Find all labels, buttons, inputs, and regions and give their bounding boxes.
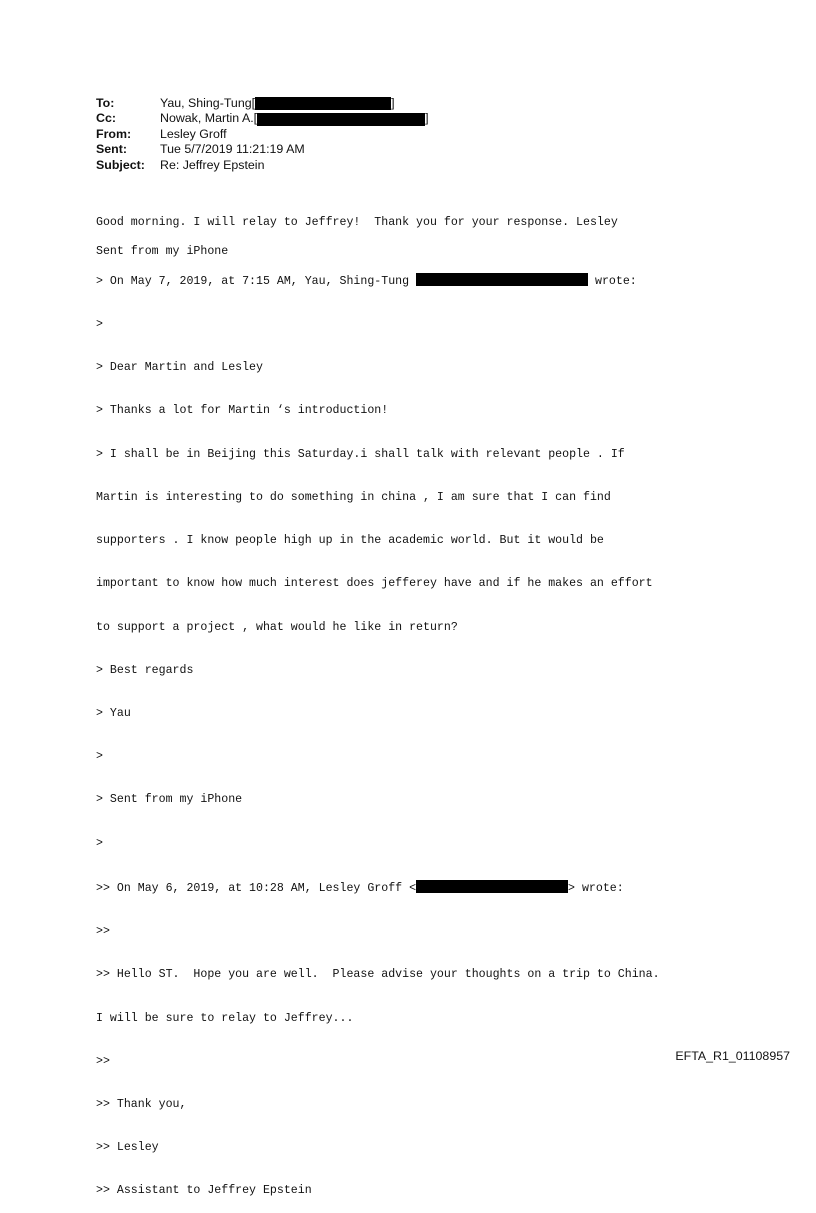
cc-name: Nowak, Martin A.[ bbox=[160, 111, 258, 126]
quote1-line: > Yau bbox=[96, 707, 131, 720]
quote1-line: Martin is interesting to do something in china , I am sure that I can find bbox=[96, 490, 611, 504]
subject-row bbox=[96, 158, 429, 173]
quote1-intro-after: wrote: bbox=[588, 274, 637, 288]
document-id: EFTA_R1_01108957 bbox=[675, 1049, 790, 1063]
quote2-line: >> Hello ST. Hope you are well. Please advise your thoughts on a trip to China. bbox=[96, 968, 660, 982]
to-bracket: ] bbox=[391, 96, 395, 110]
quote2-line: >> Assistant to Jeffrey Epstein bbox=[96, 1184, 312, 1198]
quoted-thread bbox=[96, 244, 660, 1213]
quote1-intro-before: > On May 7, 2019, at 7:15 AM, Yau, Shing-Tung bbox=[96, 274, 417, 288]
quote1-line: to support a project , what would he like in return? bbox=[96, 620, 458, 634]
quote1-intro bbox=[96, 273, 660, 289]
quote1-line: > bbox=[96, 750, 103, 764]
sent-value: Tue 5/7/2019 11:21:19 AM bbox=[160, 142, 305, 157]
quote1-line: > bbox=[96, 836, 103, 850]
cc-value bbox=[160, 111, 429, 126]
sent-row bbox=[96, 142, 429, 157]
email-header bbox=[96, 96, 429, 173]
from-label: From: bbox=[96, 126, 132, 141]
quote2-intro-before: >> On May 6, 2019, at 10:28 AM, Lesley Groff < bbox=[96, 881, 417, 895]
quote2-line: >> bbox=[96, 1054, 110, 1068]
to-name: Yau, Shing-Tung[ bbox=[160, 96, 256, 110]
to-redaction bbox=[255, 97, 391, 110]
quote2-redaction bbox=[416, 880, 568, 893]
to-label: To: bbox=[96, 96, 115, 110]
quote2-line: >> Lesley bbox=[96, 1141, 159, 1155]
from-value: Lesley Groff bbox=[160, 126, 227, 141]
quote2-line: >> Thank you, bbox=[96, 1097, 187, 1111]
quote1-line: > Dear Martin and Lesley bbox=[96, 361, 263, 375]
quote2-intro-after: > wrote: bbox=[568, 881, 624, 895]
subject-label: Subject: bbox=[96, 157, 145, 172]
quote2-line: I will be sure to relay to Jeffrey... bbox=[96, 1011, 354, 1025]
from-row bbox=[96, 127, 429, 142]
quote1-line: > I shall be in Beijing this Saturday.i shall talk with relevant people . If bbox=[96, 447, 625, 461]
quote1-redaction bbox=[416, 273, 588, 286]
quote1-line: > Thanks a lot for Martin ‘s introduction! bbox=[96, 404, 389, 418]
to-value bbox=[160, 96, 395, 111]
quote1-line: > Best regards bbox=[96, 663, 194, 677]
message-signature: Sent from my iPhone bbox=[96, 244, 229, 258]
quote1-line: important to know how much interest does jefferey have and if he makes an effort bbox=[96, 577, 653, 591]
subject-value: Re: Jeffrey Epstein bbox=[160, 157, 265, 172]
cc-label: Cc: bbox=[96, 111, 116, 126]
message-greeting: Good morning. I will relay to Jeffrey! Thank you for your response. Lesley bbox=[96, 215, 618, 229]
quote1-line: > Sent from my iPhone bbox=[96, 793, 243, 807]
sent-label: Sent: bbox=[96, 142, 127, 157]
cc-bracket: ] bbox=[425, 111, 429, 126]
to-row bbox=[96, 96, 429, 111]
cc-redaction bbox=[257, 113, 425, 126]
quote2-intro bbox=[96, 880, 660, 896]
quote2-line: >> bbox=[96, 925, 110, 939]
quote1-line: supporters . I know people high up in the academic world. But it would be bbox=[96, 534, 604, 548]
cc-row bbox=[96, 111, 429, 126]
quote1-line: > bbox=[96, 318, 103, 332]
